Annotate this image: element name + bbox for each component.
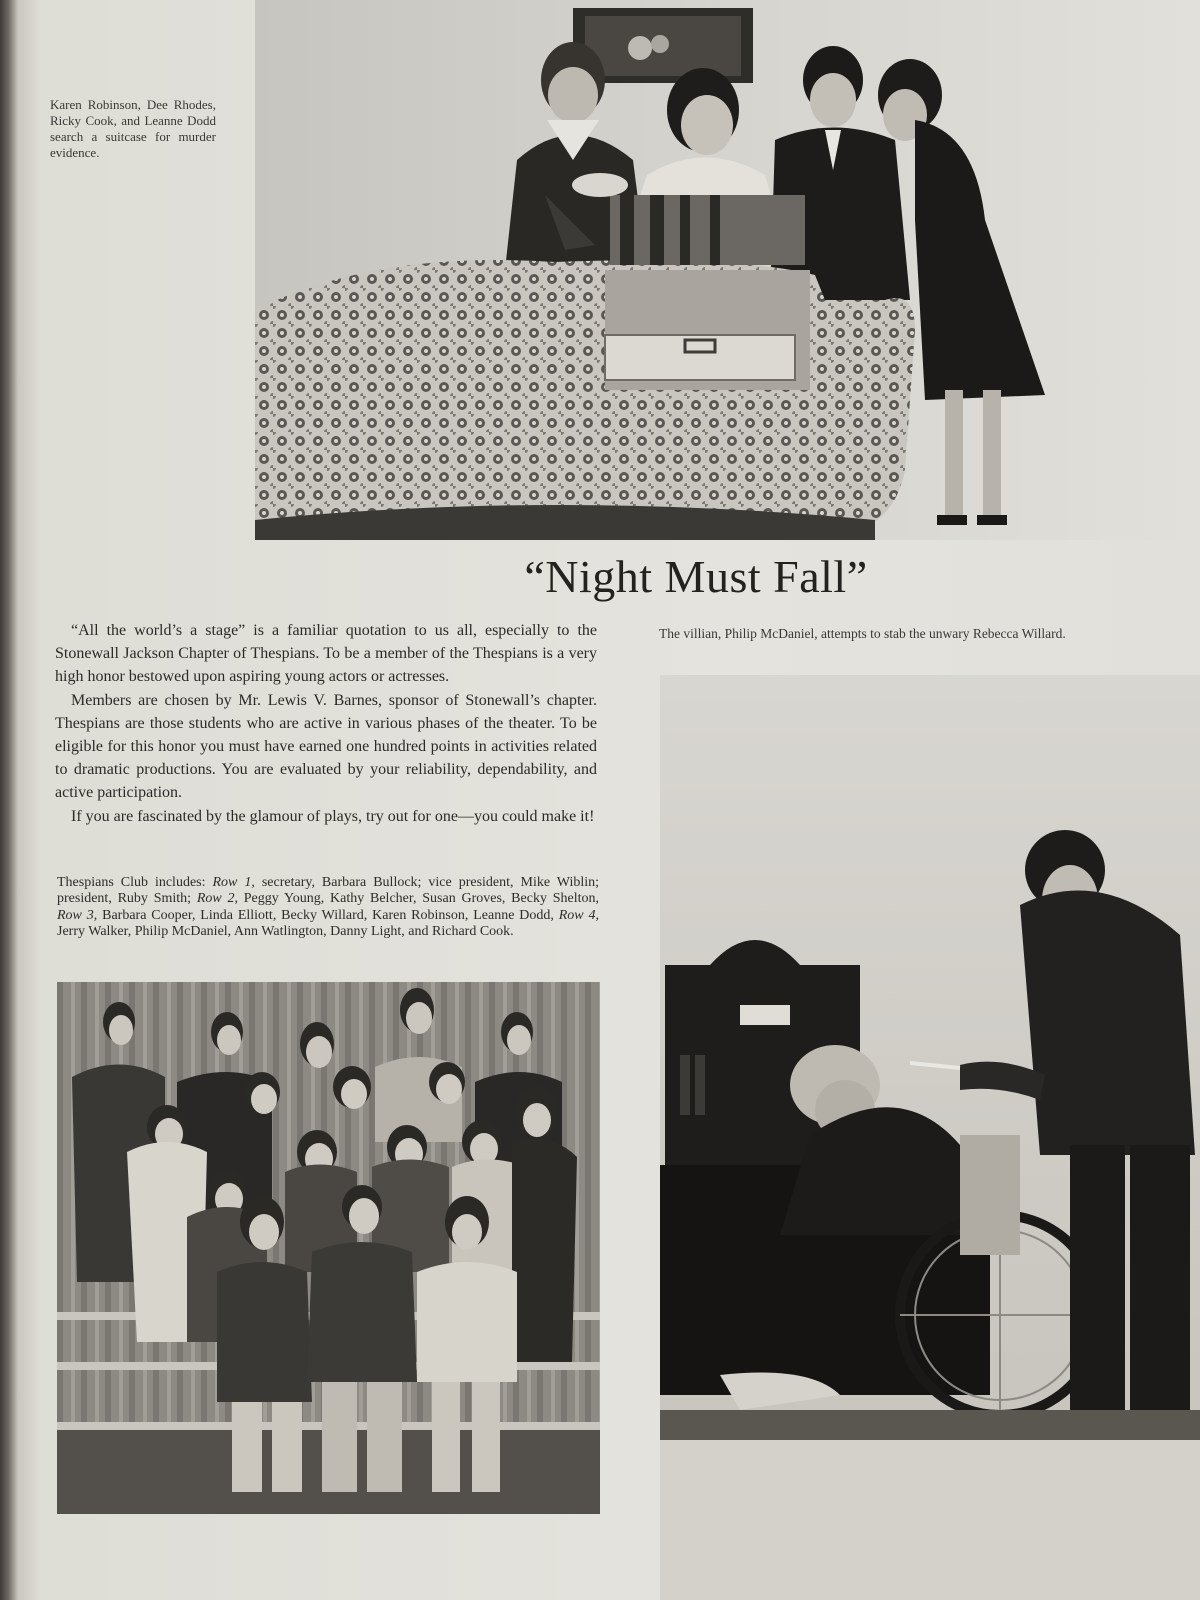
members-caption: [57, 875, 599, 940]
row-3-names: Barbara Cooper, Linda Elliott, Becky Willard, Karen Robinson, Leanne Dodd,: [97, 907, 559, 923]
row-2-label: Row 2,: [196, 891, 238, 907]
row-1-names: secretary, Barbara Bullock; vice president, Mike Wiblin; president, Ruby Smith;: [57, 875, 599, 907]
villain-scene-photo: [660, 675, 1200, 1600]
thespians-group-photo: [57, 982, 600, 1514]
row-2-names: Peggy Young, Kathy Belcher, Susan Groves, Becky Shelton,: [238, 891, 599, 907]
stage-scene-illustration: [255, 0, 1200, 540]
villain-scene-illustration: [660, 675, 1200, 1600]
row-3-label: Row 3,: [57, 907, 98, 923]
body-paragraph: “All the world’s a stage” is a familiar quotation to us all, especially to the Stonewall Jackson Chapter of Thespians. To be a member of the Thespians is a very high honor bestowed upon aspiring young actors or actresses.: [55, 622, 597, 686]
right-photo-caption: The villian, Philip McDaniel, attempts to stab the unwary Rebecca Willard.: [659, 626, 1066, 641]
members-intro: Thespians Club includes:: [57, 875, 213, 890]
group-photo-illustration: [57, 982, 600, 1514]
row-4-label: Row 4,: [558, 907, 600, 923]
article-body: [55, 619, 597, 828]
row-4-names: Jerry Walker, Philip McDaniel, Ann Watlington, Danny Light, and Richard Cook.: [57, 923, 514, 939]
row-1-label: Row 1,: [212, 875, 255, 890]
body-paragraph: If you are fascinated by the glamour of plays, try out for one—you could make it!: [71, 807, 595, 825]
page-title: “Night Must Fall”: [524, 551, 868, 602]
body-paragraph: Members are chosen by Mr. Lewis V. Barnes, sponsor of Stonewall’s chapter. Thespians are those students who are active in various phases of the theater. To be eligible for this honor you must have earned one hundred points in activities related to dramatic productions. You are evaluated by your reliability, dependability, and active participation.: [55, 691, 597, 802]
stage-scene-photo: [255, 0, 1200, 540]
top-photo-caption: Karen Robinson, Dee Rhodes, Ricky Cook, and Leanne Dodd search a suitcase for murder evidence.: [50, 97, 216, 160]
